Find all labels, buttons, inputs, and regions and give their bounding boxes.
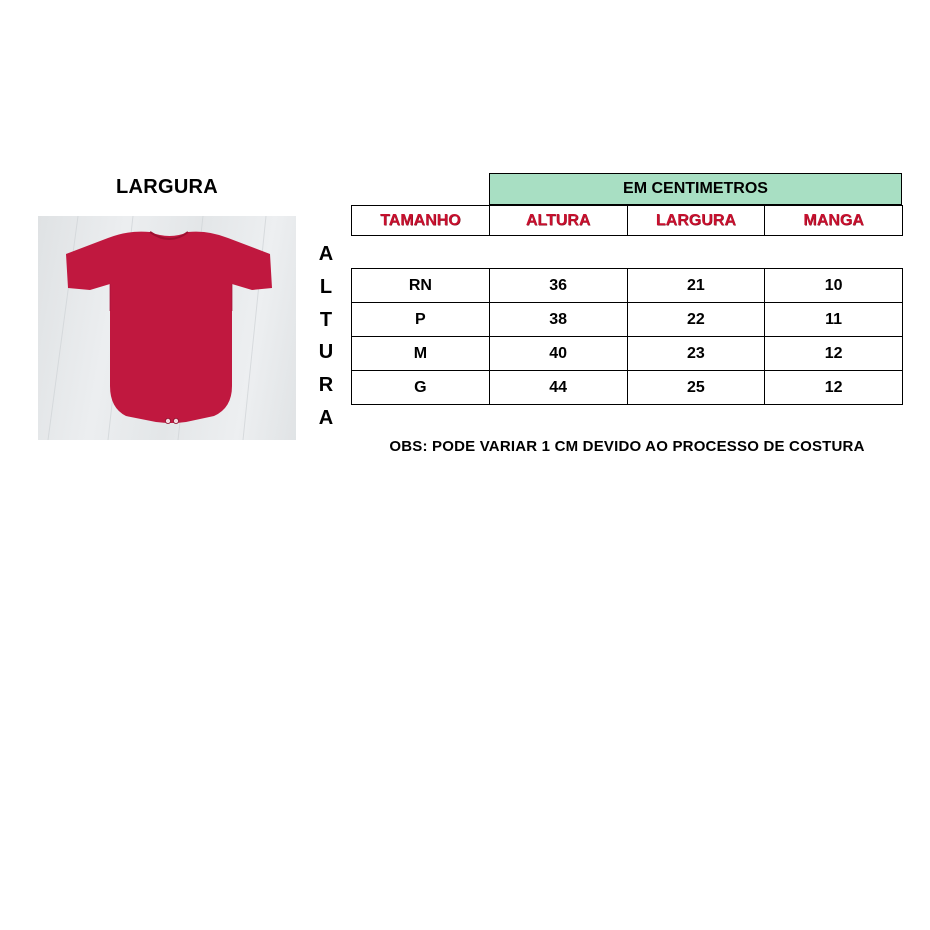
table-header-units: EM CENTIMETROS [489, 173, 902, 205]
largura-label: LARGURA [115, 176, 219, 198]
altura-letter: L [319, 275, 333, 298]
table-row [352, 269, 903, 303]
manga-cell: 12 [765, 337, 903, 371]
altura-vertical-label [316, 238, 336, 435]
altura-cell: 36 [489, 269, 627, 303]
size-cell: G [352, 371, 490, 405]
altura-cell: 38 [489, 303, 627, 337]
altura-letter: A [318, 406, 334, 429]
size-cell: M [352, 337, 490, 371]
table-row [352, 337, 903, 371]
altura-cell: 40 [489, 337, 627, 371]
altura-letter: R [318, 374, 334, 397]
size-cell: P [352, 303, 490, 337]
table-row [352, 303, 903, 337]
observation-note: OBS: PODE VARIAR 1 CM DEVIDO AO PROCESSO DE COSTURA [389, 438, 865, 455]
table-row [352, 371, 903, 405]
largura-cell: 23 [627, 337, 765, 371]
altura-cell: 44 [489, 371, 627, 405]
altura-letter: U [318, 341, 334, 364]
column-header-tamanho: TAMANHO [352, 206, 490, 236]
largura-cell: 21 [627, 269, 765, 303]
altura-letter: T [319, 308, 333, 331]
manga-cell: 10 [765, 269, 903, 303]
size-table [351, 268, 903, 405]
bodysuit-photo [38, 216, 296, 440]
largura-cell: 25 [627, 371, 765, 405]
size-cell: RN [352, 269, 490, 303]
column-header-largura: LARGURA [627, 206, 765, 236]
manga-cell: 11 [765, 303, 903, 337]
manga-cell: 12 [765, 371, 903, 405]
altura-letter: A [318, 243, 334, 265]
column-headers [351, 205, 903, 236]
column-header-manga: MANGA [765, 206, 903, 236]
column-header-altura: ALTURA [489, 206, 627, 236]
largura-cell: 22 [627, 303, 765, 337]
